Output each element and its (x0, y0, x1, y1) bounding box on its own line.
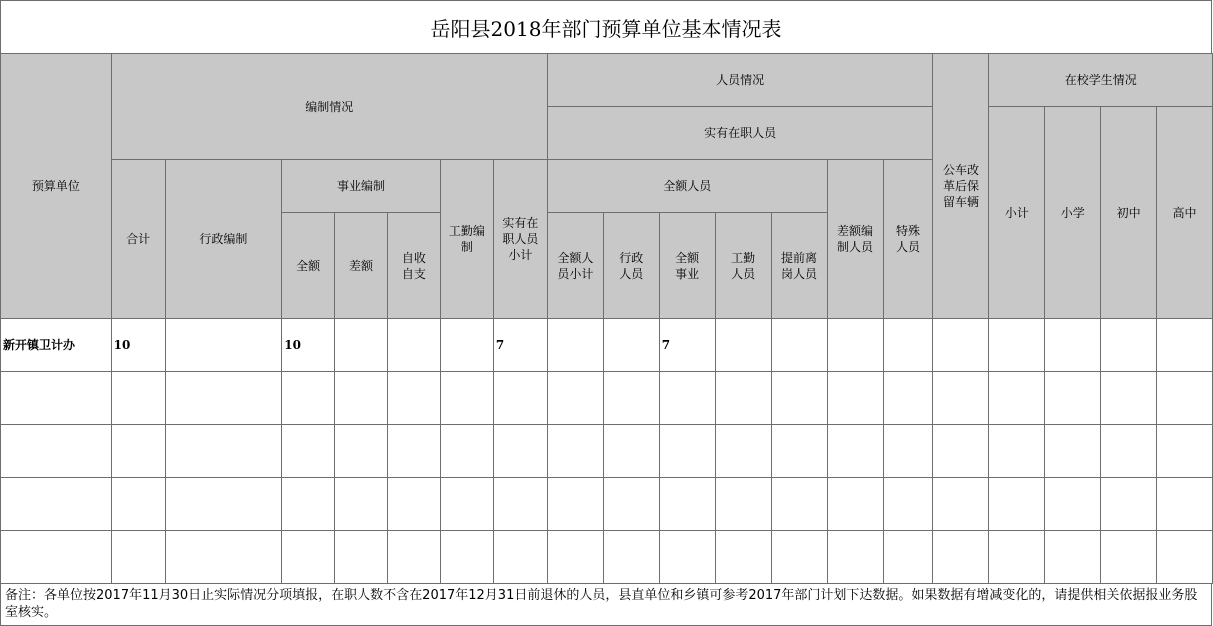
cell-full-subtotal (547, 372, 603, 425)
cell-early-leave (771, 372, 827, 425)
cell-self-funded (387, 425, 440, 478)
cell-worker-staffing (440, 372, 493, 425)
header-actual-subtotal: 实有在职人员小计 (493, 160, 547, 319)
header-worker-staffing: 工勤编制 (440, 160, 493, 319)
cell-early-leave (771, 478, 827, 531)
cell-worker-staffing (440, 531, 493, 584)
cell-full-funded (282, 425, 335, 478)
cell-early-leave (771, 425, 827, 478)
cell-actual-subtotal (493, 372, 547, 425)
cell-vehicles (933, 319, 989, 372)
cell-partial-funded (335, 425, 388, 478)
cell-actual-subtotal (493, 425, 547, 478)
header-junior: 初中 (1101, 107, 1157, 319)
header-staffing: 编制情况 (111, 54, 547, 160)
cell-worker-staff (715, 425, 771, 478)
cell-senior (1157, 319, 1213, 372)
cell-junior (1101, 425, 1157, 478)
cell-self-funded (387, 531, 440, 584)
cell-full-funded (282, 531, 335, 584)
cell-partial-funded (335, 319, 388, 372)
cell-special-staff (883, 425, 933, 478)
table-row (1, 372, 1213, 425)
cell-admin-staffing (165, 531, 282, 584)
cell-junior (1101, 372, 1157, 425)
cell-admin-staffing (165, 372, 282, 425)
cell-senior (1157, 372, 1213, 425)
cell-junior (1101, 478, 1157, 531)
cell-partial-funded (335, 372, 388, 425)
header-primary: 小学 (1045, 107, 1101, 319)
cell-admin-staff (603, 531, 659, 584)
cell-self-funded (387, 319, 440, 372)
cell-total (111, 425, 165, 478)
cell-student-subtotal (989, 478, 1045, 531)
cell-full-public (659, 531, 715, 584)
header-full-subtotal: 全额人员小计 (547, 213, 603, 319)
cell-admin-staff (603, 319, 659, 372)
header-self-funded: 自收自支 (387, 213, 440, 319)
header-personnel: 人员情况 (547, 54, 933, 107)
cell-full-subtotal (547, 478, 603, 531)
cell-worker-staffing (440, 319, 493, 372)
cell-vehicles (933, 531, 989, 584)
cell-full-public: 7 (659, 319, 715, 372)
cell-total (111, 531, 165, 584)
cell-primary (1045, 478, 1101, 531)
cell-student-subtotal (989, 531, 1045, 584)
cell-early-leave (771, 319, 827, 372)
cell-full-subtotal (547, 531, 603, 584)
cell-unit (1, 425, 112, 478)
cell-partial-staff (827, 372, 883, 425)
cell-admin-staffing (165, 478, 282, 531)
cell-worker-staffing (440, 478, 493, 531)
cell-primary (1045, 425, 1101, 478)
footnote: 备注：各单位按2017年11月30日止实际情况分项填报，在职人数不含在2017年12月31日前退休的人员，县直单位和乡镇可参考2017年部门计划下达数据。如果数据有增减变化的，请提供相关依据报业务股室核实。 (0, 584, 1212, 626)
cell-junior (1101, 531, 1157, 584)
cell-partial-funded (335, 531, 388, 584)
cell-admin-staff (603, 372, 659, 425)
header-actual-staff: 实有在职人员 (547, 107, 933, 160)
header-admin-staffing: 行政编制 (165, 160, 282, 319)
table-row (1, 531, 1213, 584)
cell-total (111, 478, 165, 531)
cell-worker-staff (715, 372, 771, 425)
cell-worker-staff (715, 319, 771, 372)
cell-total: 10 (111, 319, 165, 372)
cell-actual-subtotal (493, 478, 547, 531)
header-admin-staff: 行政人员 (603, 213, 659, 319)
cell-self-funded (387, 372, 440, 425)
cell-vehicles (933, 425, 989, 478)
cell-worker-staffing (440, 425, 493, 478)
header-full-public: 全额事业 (659, 213, 715, 319)
cell-special-staff (883, 319, 933, 372)
header-total: 合计 (111, 160, 165, 319)
cell-junior (1101, 319, 1157, 372)
cell-unit (1, 478, 112, 531)
cell-special-staff (883, 372, 933, 425)
table-row (1, 478, 1213, 531)
cell-actual-subtotal (493, 531, 547, 584)
cell-full-public (659, 478, 715, 531)
cell-student-subtotal (989, 425, 1045, 478)
cell-unit (1, 372, 112, 425)
header-special-staff: 特殊人员 (883, 160, 933, 319)
cell-vehicles (933, 478, 989, 531)
budget-table (0, 53, 1213, 584)
cell-student-subtotal (989, 372, 1045, 425)
cell-partial-funded (335, 478, 388, 531)
cell-student-subtotal (989, 319, 1045, 372)
cell-admin-staff (603, 425, 659, 478)
cell-admin-staffing (165, 425, 282, 478)
cell-full-funded: 10 (282, 319, 335, 372)
cell-full-subtotal (547, 425, 603, 478)
cell-self-funded (387, 478, 440, 531)
header-early-leave: 提前离岗人员 (771, 213, 827, 319)
cell-admin-staff (603, 478, 659, 531)
header-public-staffing: 事业编制 (282, 160, 441, 213)
header-senior: 高中 (1157, 107, 1213, 319)
header-student-subtotal: 小计 (989, 107, 1045, 319)
cell-full-funded (282, 478, 335, 531)
cell-unit: 新开镇卫计办 (1, 319, 112, 372)
table-row (1, 319, 1213, 372)
cell-total (111, 372, 165, 425)
cell-early-leave (771, 531, 827, 584)
cell-worker-staff (715, 531, 771, 584)
cell-primary (1045, 319, 1101, 372)
header-worker-staff: 工勤人员 (715, 213, 771, 319)
header-partial-funded: 差额 (335, 213, 388, 319)
cell-partial-staff (827, 319, 883, 372)
cell-partial-staff (827, 531, 883, 584)
header-students: 在校学生情况 (989, 54, 1213, 107)
header-budget-unit: 预算单位 (1, 54, 112, 319)
table-row (1, 425, 1213, 478)
cell-full-subtotal (547, 319, 603, 372)
cell-primary (1045, 531, 1101, 584)
header-partial-staff: 差额编制人员 (827, 160, 883, 319)
header-vehicles: 公车改革后保留车辆 (933, 54, 989, 319)
cell-senior (1157, 478, 1213, 531)
header-full-funded: 全额 (282, 213, 335, 319)
cell-primary (1045, 372, 1101, 425)
cell-senior (1157, 531, 1213, 584)
cell-special-staff (883, 531, 933, 584)
cell-partial-staff (827, 478, 883, 531)
cell-admin-staffing (165, 319, 282, 372)
cell-actual-subtotal: 7 (493, 319, 547, 372)
cell-unit (1, 531, 112, 584)
cell-special-staff (883, 478, 933, 531)
cell-full-public (659, 425, 715, 478)
cell-worker-staff (715, 478, 771, 531)
cell-senior (1157, 425, 1213, 478)
header-full-funded-staff: 全额人员 (547, 160, 827, 213)
cell-vehicles (933, 372, 989, 425)
cell-full-funded (282, 372, 335, 425)
cell-partial-staff (827, 425, 883, 478)
sheet-title: 岳阳县2018年部门预算单位基本情况表 (0, 0, 1212, 53)
cell-full-public (659, 372, 715, 425)
